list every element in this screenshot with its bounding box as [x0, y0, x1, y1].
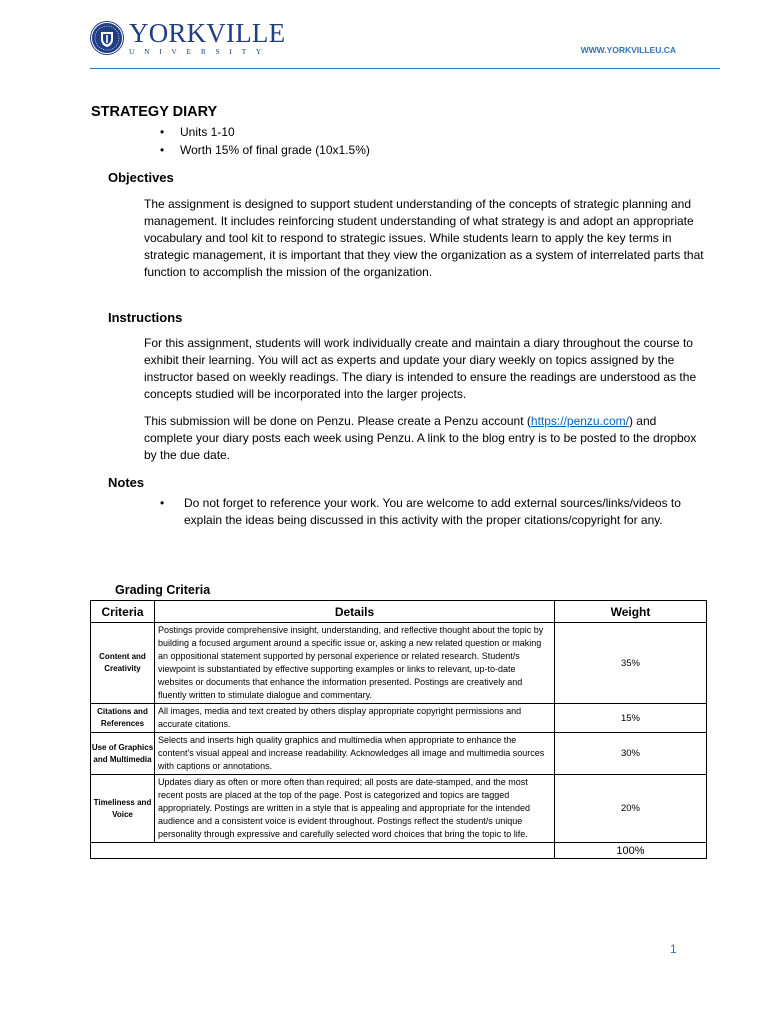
- table-row: [91, 623, 707, 704]
- list-item: • Worth 15% of final grade (10x1.5%): [160, 141, 370, 159]
- column-header-criteria: Criteria: [91, 601, 155, 623]
- table-row: [91, 775, 707, 843]
- instructions-paragraph-1: For this assignment, students will work individually create and maintain a diary throughout the course to exhibit their learning. You will act as experts and update your diary weekly on topics assigned by the instructor based on weekly readings. The diary is intended to ensure the readings are understood as the concepts studied will be incorporated into the larger projects.: [144, 336, 697, 401]
- notes-heading: Notes: [108, 475, 145, 490]
- weight-cell: 35%: [555, 623, 707, 704]
- logo-subtitle: UNIVERSITY: [129, 47, 271, 56]
- meta-bullet-list: [160, 123, 370, 159]
- yorkville-logo[interactable]: [90, 20, 285, 56]
- list-item: • Do not forget to reference your work. You are welcome to add external sources/links/videos to explain the ideas being discussed in this activity with the proper citations/copyright for any.: [160, 495, 690, 529]
- grading-criteria-title: Grading Criteria: [115, 583, 211, 597]
- total-blank-cell: [91, 843, 555, 859]
- page-header: [0, 0, 768, 72]
- university-seal-icon: [90, 21, 124, 55]
- criteria-cell: Use of Graphics and Multimedia: [91, 733, 155, 775]
- header-divider: [90, 68, 720, 69]
- criteria-cell: Timeliness and Voice: [91, 775, 155, 843]
- list-item: • Units 1-10: [160, 123, 370, 141]
- objectives-heading: Objectives: [108, 170, 174, 185]
- details-cell: Postings provide comprehensive insight, understanding, and reflective thought about the topic by building a focused argument around a specific issue or, asking a new related question or making an oppositional statement supported by personal experience or related research. Student/s viewpoint is substantiated by effective supporting examples or links to relevant, up-to-date websites or documents that enhance the information presented. Postings are creatively and fluently written to stimulate dialogue and commentary.: [155, 623, 555, 704]
- column-header-details: Details: [155, 601, 555, 623]
- document-title: STRATEGY DIARY: [91, 104, 218, 120]
- instructions-heading: Instructions: [108, 310, 183, 325]
- page-number: 1: [670, 942, 677, 956]
- instructions-text-end: ) and complete your diary posts each week using Penzu. A link to the blog entry is to be posted to the dropbox by the due date.: [144, 414, 697, 462]
- notes-list: [160, 495, 690, 529]
- details-cell: Updates diary as often or more often than required; all posts are date-stamped, and the most recent posts are placed at the top of the page. Post is categorized and topics are tagged appropriately. Postings are written in a style that is appealing and appropriate for the intended audience and a consistent voice is evident throughout. Postings reflect the student/s unique personality through expressive and carefully selected word choices that bring the topic to life.: [155, 775, 555, 843]
- table-total-row: [91, 843, 707, 859]
- criteria-cell: Citations and References: [91, 704, 155, 733]
- column-header-weight: Weight: [555, 601, 707, 623]
- criteria-cell: Content and Creativity: [91, 623, 155, 704]
- details-cell: All images, media and text created by others display appropriate copyright permissions and accurate citations.: [155, 704, 555, 733]
- grading-table: [90, 600, 707, 859]
- weight-cell: 20%: [555, 775, 707, 843]
- total-weight-cell: 100%: [555, 843, 707, 859]
- objectives-text: The assignment is designed to support student understanding of the concepts of strategic planning and management. It includes reinforcing student understanding of what strategy is and adopt an appropriate vocabulary and tool kit to respond to strategic issues. While students learn to apply the key terms in strategic management, it is important that they view the organization as a system of interrelated parts that function to accomplish the mission of the organization.: [144, 197, 704, 279]
- website-link[interactable]: WWW.YORKVILLEU.CA: [580, 45, 676, 55]
- table-row: [91, 704, 707, 733]
- instructions-text-start: This submission will be done on Penzu. Please create a Penzu account (: [144, 414, 531, 428]
- table-header-row: [91, 601, 707, 623]
- weight-cell: 30%: [555, 733, 707, 775]
- instructions-paragraph-2: [144, 413, 704, 464]
- logo-wordmark: YORKVILLE: [129, 18, 286, 48]
- weight-cell: 15%: [555, 704, 707, 733]
- penzu-link[interactable]: https://penzu.com/: [530, 414, 629, 428]
- table-row: [91, 733, 707, 775]
- details-cell: Selects and inserts high quality graphics and multimedia when appropriate to enhance the content's visual appeal and increase readability. Acknowledges all image and multimedia sources with captions or annotations.: [155, 733, 555, 775]
